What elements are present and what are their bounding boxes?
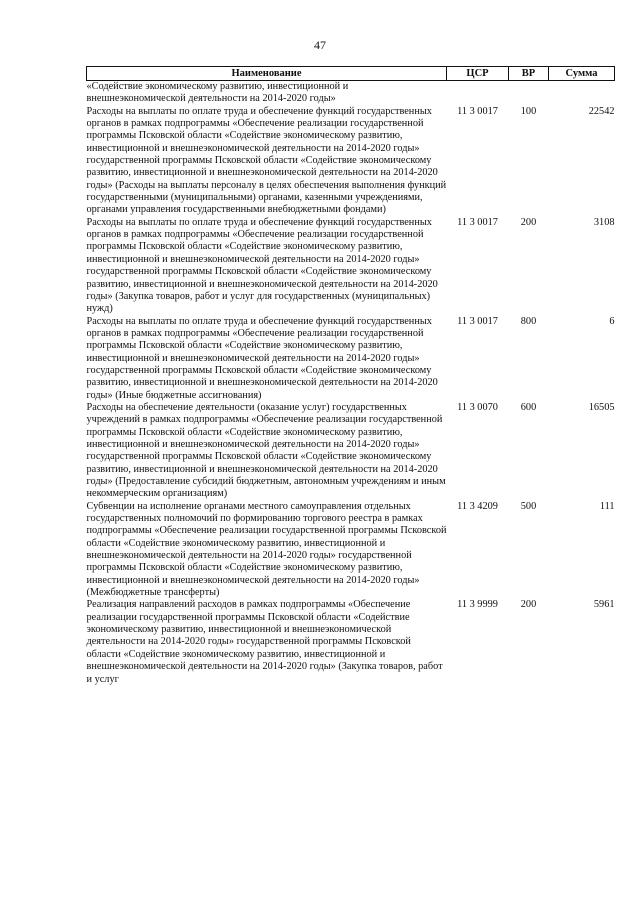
row-name: Реализация направлений расходов в рамках подпрограммы «Обеспечение реализации государственной программы Псковской области «Содействие экономическому развитию, инвестиционной и внешнеэкономической деятельности на 2014-2020 годы» государственной программы Псковской области «Содействие экономическому развитию, инвестиционной и внешнеэкономической деятельности на 2014-2020 годы» (Закупка товаров, работ и услуг	[86, 599, 443, 685]
row-csr: 11 3 0017	[457, 216, 498, 228]
row-sum: 111	[599, 500, 615, 512]
row-sum: 22542	[588, 105, 615, 117]
row-vr: 100	[520, 105, 537, 117]
row-sum: 16505	[588, 401, 615, 413]
header-sum: Сумма	[549, 67, 615, 81]
table-row	[87, 599, 615, 685]
row-name: «Содействие экономическому развитию, инвестиционной и внешнеэкономической деятельности на 2014-2020 годы»	[86, 81, 349, 105]
row-sum	[549, 81, 615, 106]
table-row	[87, 217, 615, 316]
table-row	[87, 316, 615, 402]
page-number: 47	[314, 38, 326, 52]
row-vr: 600	[520, 401, 537, 413]
row-csr: 11 3 0017	[457, 315, 498, 327]
row-name: Расходы на выплаты по оплате труда и обеспечение функций государственных органов в рамках подпрограммы «Обеспечение реализации государственной программы Псковской области «Содействие экономическому развитию, инвестиционной и внешнеэкономической деятельности на 2014-2020 годы» государственной программы Псковской области «Содействие экономическому развитию, инвестиционной и внешнеэкономической деятельности на 2014-2020 годы» (Расходы на выплаты персоналу в целях обеспечения выполнения функций государственными (муниципальными) органами, казенными учреждениями, органами управления государственными внебюджетными фондами)	[86, 105, 447, 216]
row-name: Расходы на выплаты по оплате труда и обеспечение функций государственных органов в рамках подпрограммы «Обеспечение реализации государственной программы Псковской области «Содействие экономическому развитию, инвестиционной и внешнеэкономической деятельности на 2014-2020 годы» государственной программы Псковской области «Содействие экономическому развитию, инвестиционной и внешнеэкономической деятельности на 2014-2020 годы» (Закупка товаров, работ и услуг для государственных (муниципальных) нужд)	[86, 216, 438, 315]
row-csr: 11 3 4209	[457, 500, 498, 512]
header-csr: ЦСР	[447, 67, 509, 81]
row-vr: 200	[520, 599, 537, 611]
table-row	[87, 106, 615, 217]
table-row	[87, 81, 615, 106]
row-vr: 500	[520, 500, 537, 512]
row-sum: 3108	[593, 216, 615, 228]
row-vr	[509, 81, 549, 106]
row-csr	[447, 81, 509, 106]
row-name: Расходы на обеспечение деятельности (оказание услуг) государственных учреждений в рамках подпрограммы «Обеспечение реализации государственной программы Псковской области «Содействие экономическому развитию, инвестиционной и внешнеэкономической деятельности на 2014-2020 годы» государственной программы Псковской области «Содействие экономическому развитию, инвестиционной и внешнеэкономической деятельности на 2014-2020 годы» (Предоставление субсидий бюджетным, автономным учреждениям и иным некоммерческим организациям)	[86, 401, 446, 500]
header-name: Наименование	[87, 67, 447, 81]
budget-table	[86, 66, 615, 686]
row-vr: 800	[520, 315, 537, 327]
row-csr: 11 3 0070	[457, 401, 498, 413]
row-sum: 5961	[593, 599, 615, 611]
row-csr: 11 3 9999	[457, 599, 498, 611]
row-csr: 11 3 0017	[457, 105, 498, 117]
header-vr: ВР	[509, 67, 549, 81]
row-name: Субвенции на исполнение органами местного самоуправления отдельных государственных полномочий по формированию торгового реестра в рамках подпрограммы «Обеспечение реализации государственной программы Псковской области «Содействие экономическому развитию, инвестиционной и внешнеэкономической деятельности на 2014-2020 годы» государственной программы Псковской области «Содействие экономическому развитию, инвестиционной и внешнеэкономической деятельности на 2014-2020 годы» (Межбюджетные трансферты)	[86, 500, 447, 599]
row-vr: 200	[520, 216, 537, 228]
row-sum: 6	[609, 315, 615, 327]
table-header-row	[87, 67, 615, 81]
table-row	[87, 402, 615, 501]
row-name: Расходы на выплаты по оплате труда и обеспечение функций государственных органов в рамках подпрограммы «Обеспечение реализации государственной программы Псковской области «Содействие экономическому развитию, инвестиционной и внешнеэкономической деятельности на 2014-2020 годы» государственной программы Псковской области «Содействие экономическому развитию, инвестиционной и внешнеэкономической деятельности на 2014-2020 годы» (Иные бюджетные ассигнования)	[86, 315, 438, 401]
table-row	[87, 501, 615, 600]
